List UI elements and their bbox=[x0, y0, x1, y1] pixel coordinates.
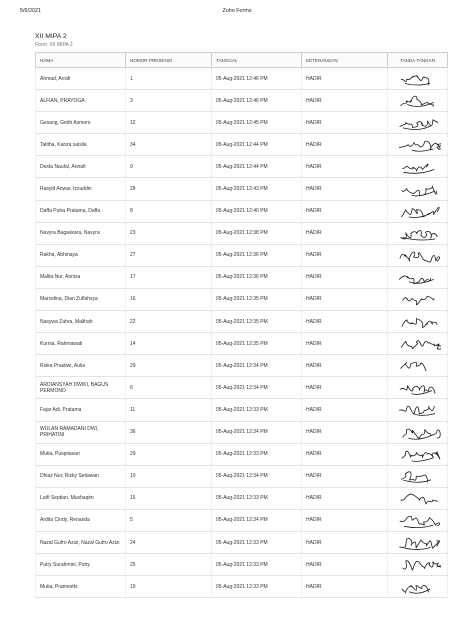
table-row bbox=[36, 266, 448, 288]
cell-nomor: 1 bbox=[126, 68, 212, 90]
signature-icon bbox=[395, 400, 441, 419]
cell-nama: Malita Nur, Annisa bbox=[36, 266, 126, 288]
cell-tanggal: 05-Aug-2021 12:34 PM bbox=[212, 509, 302, 531]
cell-tanggal: 05-Aug-2021 12:44 PM bbox=[212, 134, 302, 156]
table-row bbox=[36, 112, 448, 134]
cell-nama: Desta Naufal, Annafi bbox=[36, 156, 126, 178]
cell-nomor: 28 bbox=[126, 178, 212, 200]
signature-icon bbox=[395, 356, 441, 375]
table-row bbox=[36, 554, 448, 576]
cell-tanda-tangan bbox=[388, 399, 448, 421]
signature-icon bbox=[395, 224, 441, 243]
table-row bbox=[36, 377, 448, 399]
signature-icon bbox=[395, 290, 441, 309]
cell-tanda-tangan bbox=[388, 443, 448, 465]
cell-nomor: 11 bbox=[126, 399, 212, 421]
cell-nomor: 17 bbox=[126, 266, 212, 288]
cell-keterangan: HADIR bbox=[302, 134, 388, 156]
cell-nomor: 3 bbox=[126, 90, 212, 112]
cell-nama: Lutfi Septian, Mushaqim bbox=[36, 487, 126, 509]
signature-icon bbox=[395, 202, 441, 221]
cell-tanda-tangan bbox=[388, 266, 448, 288]
cell-nama: Riska Prastiwi, Aulia bbox=[36, 355, 126, 377]
cell-tanda-tangan bbox=[388, 554, 448, 576]
cell-nomor: 22 bbox=[126, 311, 212, 333]
table-row bbox=[36, 465, 448, 487]
table-row bbox=[36, 576, 448, 598]
cell-keterangan: HADIR bbox=[302, 554, 388, 576]
cell-nama: Navyra Bagaskara, Navyra bbox=[36, 222, 126, 244]
table-row bbox=[36, 156, 448, 178]
form-title: XII MIPA 2 bbox=[35, 33, 67, 40]
signature-icon bbox=[395, 157, 441, 176]
table-row bbox=[36, 509, 448, 531]
signature-icon bbox=[395, 91, 441, 110]
cell-nomor: 23 bbox=[126, 222, 212, 244]
table-body bbox=[36, 68, 448, 598]
cell-nomor: 36 bbox=[126, 421, 212, 443]
table-row bbox=[36, 333, 448, 355]
table-row bbox=[36, 487, 448, 509]
signature-icon bbox=[395, 533, 441, 552]
cell-keterangan: HADIR bbox=[302, 399, 388, 421]
column-header-keterangan: KETERANGAN bbox=[302, 53, 388, 68]
cell-nomor: 29 bbox=[126, 355, 212, 377]
cell-tanda-tangan bbox=[388, 509, 448, 531]
cell-tanggal: 05-Aug-2021 12:33 PM bbox=[212, 399, 302, 421]
cell-keterangan: HADIR bbox=[302, 288, 388, 310]
cell-tanda-tangan bbox=[388, 465, 448, 487]
cell-keterangan: HADIR bbox=[302, 266, 388, 288]
signature-icon bbox=[395, 577, 441, 596]
cell-nama: Dhiaz Nur, Rizky Setiawan bbox=[36, 465, 126, 487]
cell-nomor: 19 bbox=[126, 576, 212, 598]
cell-tanda-tangan bbox=[388, 576, 448, 598]
cell-nama: Ardita Cindy, Renanda bbox=[36, 509, 126, 531]
cell-tanggal: 05-Aug-2021 12:34 PM bbox=[212, 377, 302, 399]
cell-keterangan: HADIR bbox=[302, 531, 388, 553]
signature-icon bbox=[395, 511, 441, 530]
cell-nama: Fajar Adi, Pratama bbox=[36, 399, 126, 421]
cell-keterangan: HADIR bbox=[302, 355, 388, 377]
cell-nama: WULAN RAMADANI DWI, PRIHATINI bbox=[36, 421, 126, 443]
table-row bbox=[36, 244, 448, 266]
cell-tanda-tangan bbox=[388, 178, 448, 200]
signature-icon bbox=[395, 467, 441, 486]
cell-nama: Nasywa Zahra, Malihah bbox=[36, 311, 126, 333]
cell-nomor: 15 bbox=[126, 487, 212, 509]
table-row bbox=[36, 200, 448, 222]
print-header bbox=[0, 8, 474, 18]
cell-keterangan: HADIR bbox=[302, 311, 388, 333]
cell-nomor: 12 bbox=[126, 112, 212, 134]
cell-keterangan: HADIR bbox=[302, 377, 388, 399]
cell-keterangan: HADIR bbox=[302, 576, 388, 598]
cell-keterangan: HADIR bbox=[302, 68, 388, 90]
cell-nama: ALFIAN, PRAYOGA bbox=[36, 90, 126, 112]
table-row bbox=[36, 531, 448, 553]
cell-tanda-tangan bbox=[388, 487, 448, 509]
cell-tanggal: 05-Aug-2021 12:34 PM bbox=[212, 421, 302, 443]
cell-nama: Talitha, Kanza salsila bbox=[36, 134, 126, 156]
cell-tanda-tangan bbox=[388, 134, 448, 156]
cell-tanggal: 05-Aug-2021 12:36 PM bbox=[212, 244, 302, 266]
table-row bbox=[36, 399, 448, 421]
table-row bbox=[36, 134, 448, 156]
cell-tanda-tangan bbox=[388, 112, 448, 134]
cell-tanggal: 05-Aug-2021 12:44 PM bbox=[212, 156, 302, 178]
cell-nomor: 14 bbox=[126, 333, 212, 355]
cell-nama: Rasyid Anwar, Izzuddin bbox=[36, 178, 126, 200]
print-date: 5/6/2021 bbox=[20, 8, 41, 14]
table-row bbox=[36, 222, 448, 244]
signature-icon bbox=[395, 135, 441, 154]
cell-tanggal: 05-Aug-2021 12:38 PM bbox=[212, 222, 302, 244]
cell-tanda-tangan bbox=[388, 90, 448, 112]
cell-tanggal: 05-Aug-2021 12:34 PM bbox=[212, 355, 302, 377]
cell-tanggal: 05-Aug-2021 12:33 PM bbox=[212, 576, 302, 598]
table-row bbox=[36, 443, 448, 465]
cell-tanda-tangan bbox=[388, 311, 448, 333]
table-row bbox=[36, 288, 448, 310]
signature-icon bbox=[395, 180, 441, 199]
cell-tanggal: 05-Aug-2021 12:35 PM bbox=[212, 333, 302, 355]
cell-keterangan: HADIR bbox=[302, 200, 388, 222]
cell-nama: Nazal Gufro Azizi, Nazal Gufro Azizi bbox=[36, 531, 126, 553]
signature-icon bbox=[395, 268, 441, 287]
signature-icon bbox=[395, 312, 441, 331]
cell-keterangan: HADIR bbox=[302, 509, 388, 531]
cell-keterangan: HADIR bbox=[302, 112, 388, 134]
attendance-table bbox=[35, 52, 448, 598]
cell-nama: Gesang, Getih Asmoro bbox=[36, 112, 126, 134]
cell-tanggal: 05-Aug-2021 12:40 PM bbox=[212, 200, 302, 222]
cell-keterangan: HADIR bbox=[302, 156, 388, 178]
cell-nama: Ahmad, Arrafi bbox=[36, 68, 126, 90]
cell-nomor: 8 bbox=[126, 200, 212, 222]
cell-nomor: 16 bbox=[126, 288, 212, 310]
cell-tanda-tangan bbox=[388, 421, 448, 443]
signature-icon bbox=[395, 555, 441, 574]
cell-nama: Kurnia, Rahmawati bbox=[36, 333, 126, 355]
cell-tanggal: 05-Aug-2021 12:36 PM bbox=[212, 266, 302, 288]
cell-keterangan: HADIR bbox=[302, 487, 388, 509]
cell-tanggal: 05-Aug-2021 12:46 PM bbox=[212, 68, 302, 90]
cell-tanggal: 05-Aug-2021 12:33 PM bbox=[212, 554, 302, 576]
cell-tanda-tangan bbox=[388, 531, 448, 553]
table-row bbox=[36, 178, 448, 200]
table-header-row bbox=[36, 53, 448, 68]
cell-nomor: 29 bbox=[126, 443, 212, 465]
cell-tanggal: 05-Aug-2021 12:35 PM bbox=[212, 311, 302, 333]
table-row bbox=[36, 355, 448, 377]
signature-icon bbox=[395, 378, 441, 397]
cell-nama: Mutia, Pramesthi bbox=[36, 576, 126, 598]
cell-keterangan: HADIR bbox=[302, 90, 388, 112]
cell-nama: Putry Surahmini, Putry bbox=[36, 554, 126, 576]
cell-keterangan: HADIR bbox=[302, 333, 388, 355]
cell-nomor: 24 bbox=[126, 531, 212, 553]
cell-tanda-tangan bbox=[388, 156, 448, 178]
form-subtitle: Form: XII MIPA 2 bbox=[35, 42, 73, 48]
cell-nomor: 6 bbox=[126, 377, 212, 399]
cell-nama: Marcelina, Dian Zulfahsya bbox=[36, 288, 126, 310]
signature-icon bbox=[395, 489, 441, 508]
table-row bbox=[36, 68, 448, 90]
cell-tanggal: 05-Aug-2021 12:34 PM bbox=[212, 465, 302, 487]
column-header-tanda-tangan: TANDA TANGAN bbox=[388, 53, 448, 68]
table-row bbox=[36, 421, 448, 443]
cell-nomor: 5 bbox=[126, 509, 212, 531]
cell-nama: Mutia, Puspitasari bbox=[36, 443, 126, 465]
cell-keterangan: HADIR bbox=[302, 222, 388, 244]
cell-tanda-tangan bbox=[388, 288, 448, 310]
cell-nomor: 10 bbox=[126, 465, 212, 487]
cell-tanda-tangan bbox=[388, 355, 448, 377]
app-name: Zoho Forms bbox=[222, 8, 252, 14]
cell-keterangan: HADIR bbox=[302, 421, 388, 443]
column-header-tanggal: TANGGAL bbox=[212, 53, 302, 68]
cell-tanda-tangan bbox=[388, 377, 448, 399]
cell-tanggal: 05-Aug-2021 12:45 PM bbox=[212, 112, 302, 134]
cell-nama: ARDIANSYAH DWIKI, BAGUS PERMONO bbox=[36, 377, 126, 399]
cell-keterangan: HADIR bbox=[302, 465, 388, 487]
cell-tanda-tangan bbox=[388, 200, 448, 222]
cell-tanda-tangan bbox=[388, 68, 448, 90]
signature-icon bbox=[395, 113, 441, 132]
column-header-nama: NAMA bbox=[36, 53, 126, 68]
cell-tanggal: 05-Aug-2021 12:33 PM bbox=[212, 443, 302, 465]
cell-tanda-tangan bbox=[388, 333, 448, 355]
cell-tanda-tangan bbox=[388, 222, 448, 244]
cell-keterangan: HADIR bbox=[302, 443, 388, 465]
signature-icon bbox=[395, 69, 441, 88]
cell-tanggal: 05-Aug-2021 12:35 PM bbox=[212, 288, 302, 310]
table-row bbox=[36, 311, 448, 333]
cell-nomor: 25 bbox=[126, 554, 212, 576]
cell-keterangan: HADIR bbox=[302, 244, 388, 266]
signature-icon bbox=[395, 334, 441, 353]
cell-tanda-tangan bbox=[388, 244, 448, 266]
signature-icon bbox=[395, 445, 441, 464]
cell-tanggal: 05-Aug-2021 12:43 PM bbox=[212, 178, 302, 200]
cell-tanggal: 05-Aug-2021 12:46 PM bbox=[212, 90, 302, 112]
cell-nomor: 27 bbox=[126, 244, 212, 266]
signature-icon bbox=[395, 423, 441, 442]
cell-tanggal: 05-Aug-2021 12:33 PM bbox=[212, 487, 302, 509]
signature-icon bbox=[395, 246, 441, 265]
cell-nama: Rakha, Abhinaya bbox=[36, 244, 126, 266]
cell-nomor: 34 bbox=[126, 134, 212, 156]
table-row bbox=[36, 90, 448, 112]
cell-nomor: 9 bbox=[126, 156, 212, 178]
cell-nama: Daffa Putra Pratama, Daffa bbox=[36, 200, 126, 222]
cell-keterangan: HADIR bbox=[302, 178, 388, 200]
cell-tanggal: 05-Aug-2021 12:33 PM bbox=[212, 531, 302, 553]
column-header-nomor: NOMOR PRESENSI bbox=[126, 53, 212, 68]
